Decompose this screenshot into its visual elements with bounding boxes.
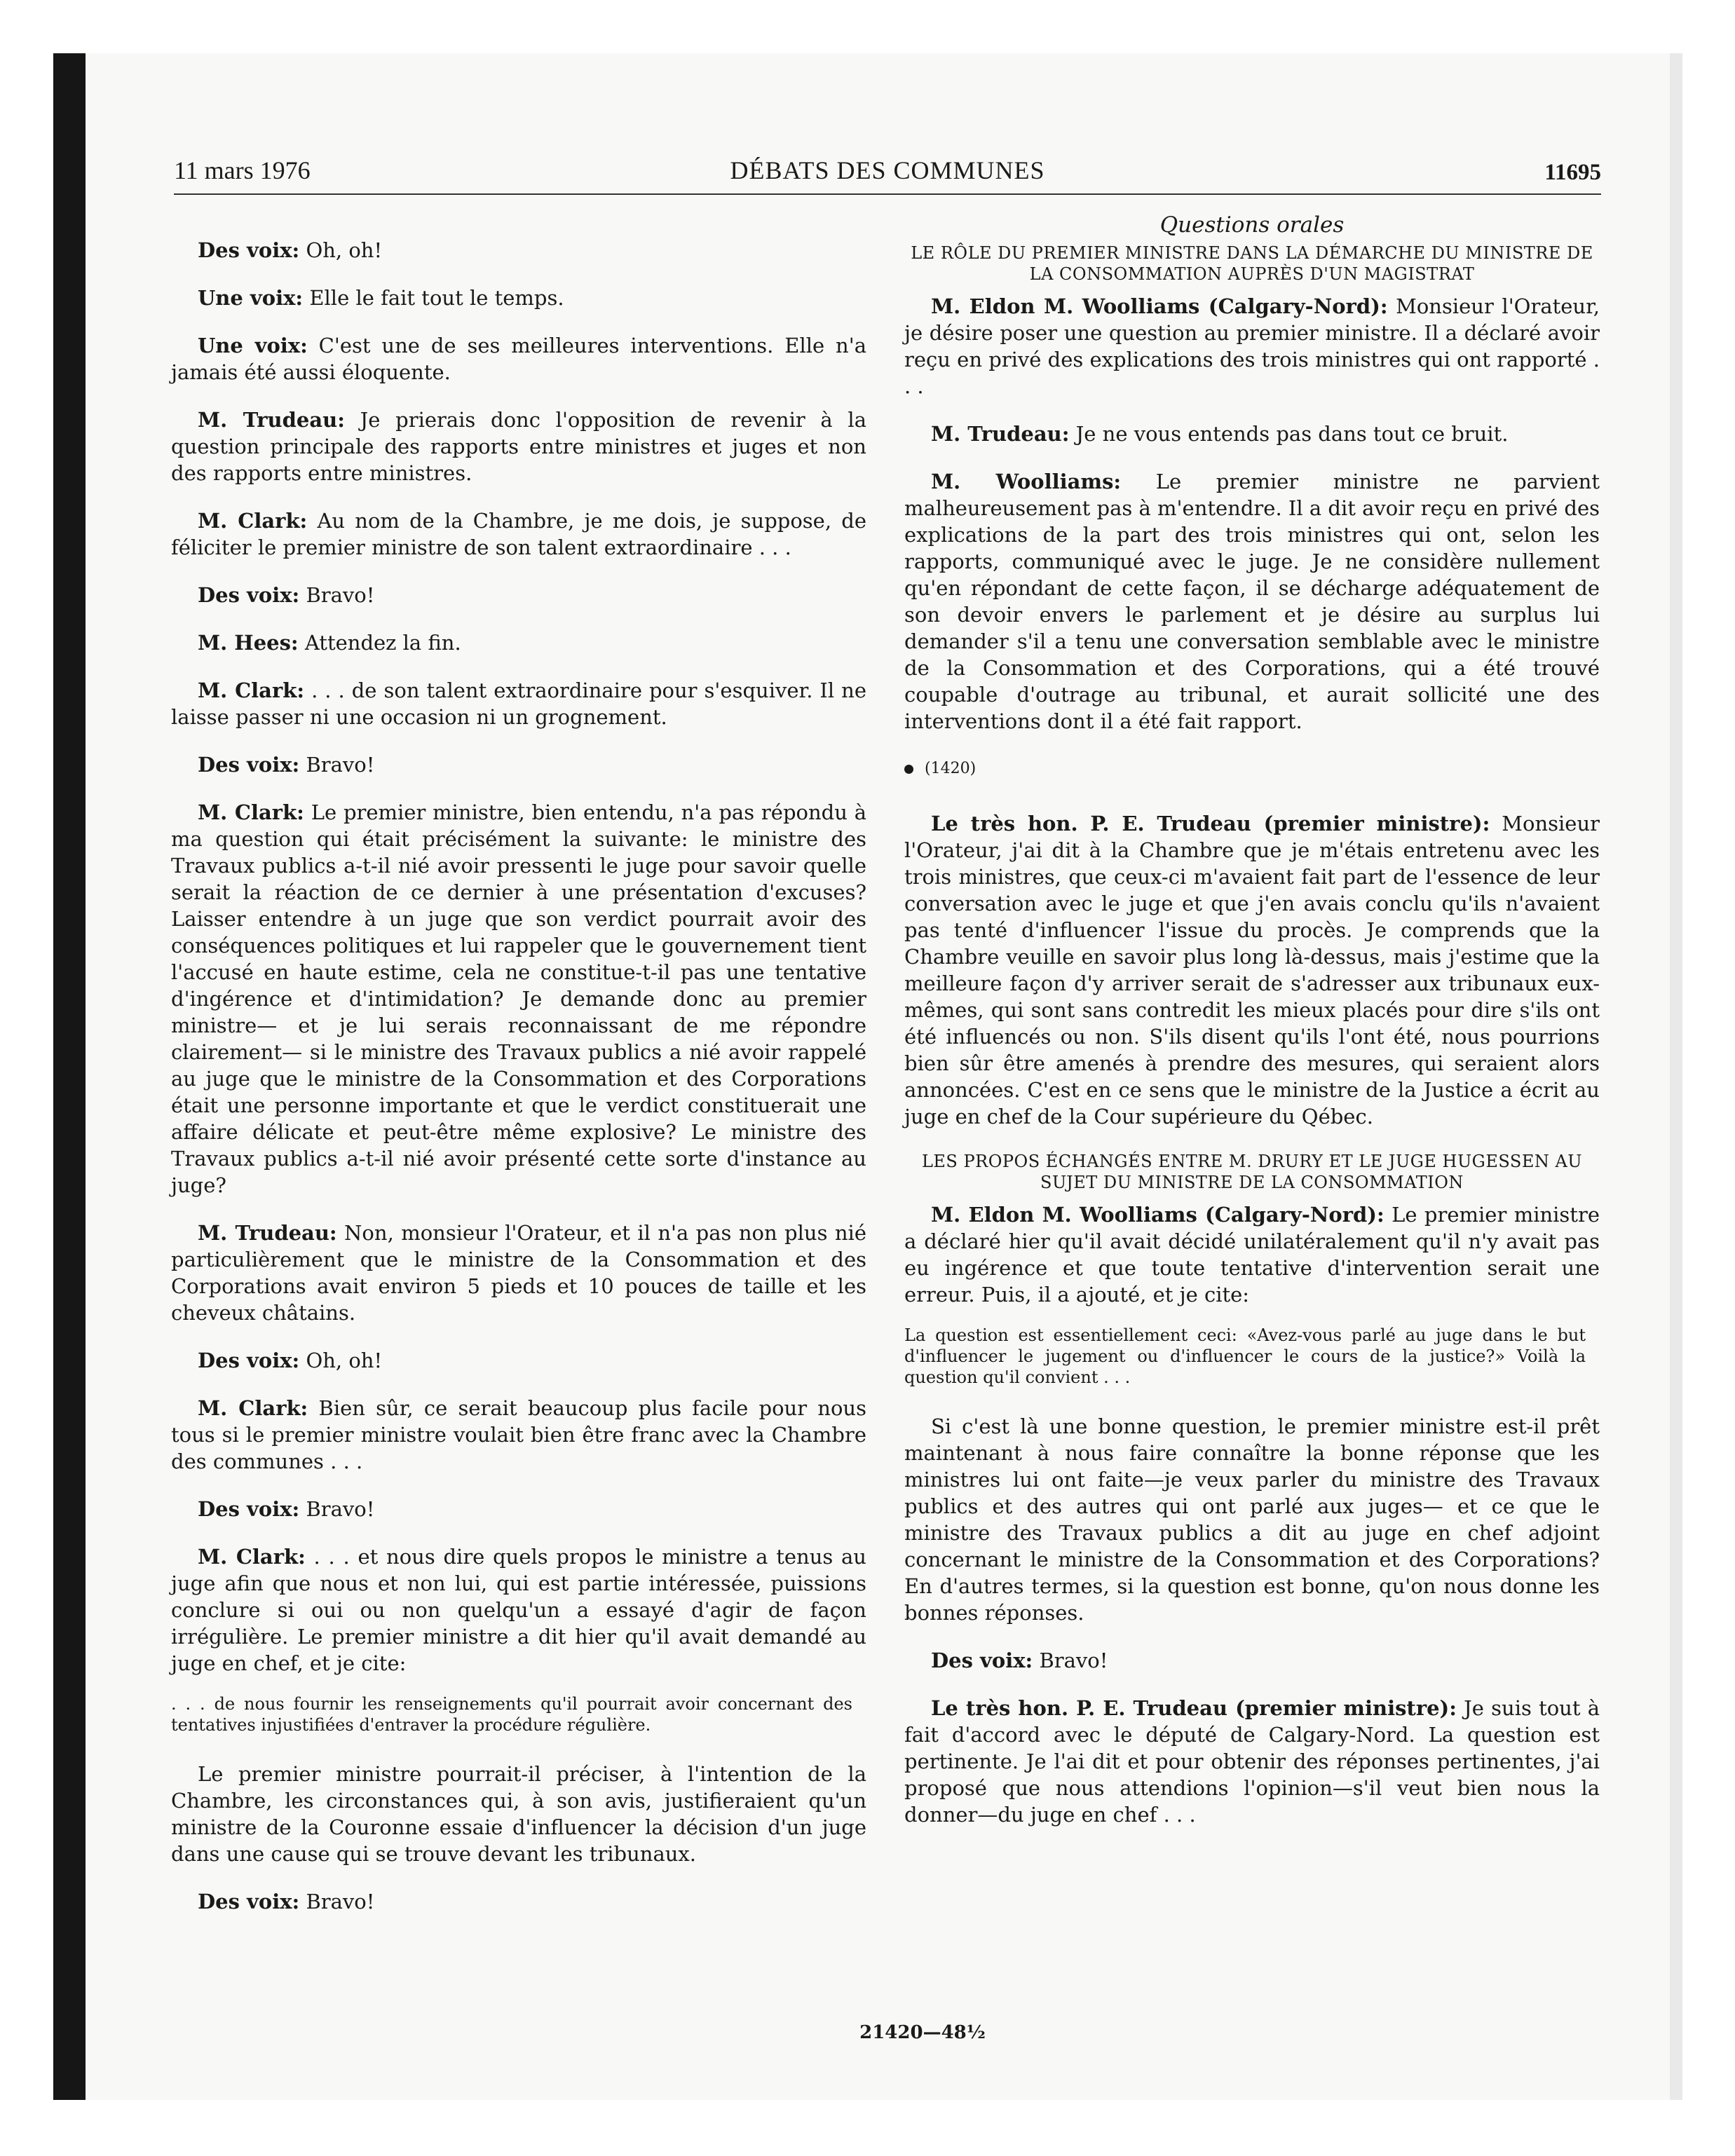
debate-paragraph bbox=[171, 1761, 866, 1867]
header-page-number: 11695 bbox=[1544, 160, 1601, 185]
speaker-name: M. Clark: bbox=[198, 800, 304, 824]
debate-paragraph bbox=[171, 1496, 866, 1522]
scan-right-edge bbox=[1670, 53, 1682, 2100]
bullet-dot-icon bbox=[904, 765, 913, 774]
speaker-name: Le très hon. P. E. Trudeau (premier ministre): bbox=[931, 812, 1490, 835]
speech-text: Si c'est là une bonne question, le premier ministre est-il prêt maintenant à nous faire connaître la bonne réponse que les ministres lui ont faite—je veux parler du ministre des Travaux publics et des autres qui ont parlé aux juges— et ce que le ministre des Travaux publics a dit au juge en chef adjoint concernant le ministre de la Consommation et des Corporations? En d'autres termes, si la question est bonne, qu'on nous donne les bonnes réponses. bbox=[904, 1414, 1600, 1625]
speaker-name: M. Eldon M. Woolliams (Calgary-Nord): bbox=[931, 294, 1388, 318]
debate-paragraph bbox=[171, 582, 866, 608]
header-date: 11 mars 1976 bbox=[174, 156, 311, 184]
speech-text: Non, monsieur l'Orateur, et il n'a pas non plus nié particulièrement que le ministre de la Consommation et des Corporations avait environ 5 pieds et 10 pouces de taille et les cheveux châtains. bbox=[171, 1221, 866, 1325]
speech-text: Bravo! bbox=[299, 583, 375, 607]
block-quote: . . . de nous fournir les renseignements qu'il pourrait avoir concernant des tentatives injustifiées d'entraver la procédure régulière. bbox=[171, 1694, 852, 1735]
speech-text: Monsieur l'Orateur, j'ai dit à la Chambre que je m'étais entretenu avec les trois ministres, que ceux-ci m'avaient fait part de l'essence de leur conversation avec le juge et que j'en avais conclu qu'ils n'avaient pas tenté d'influencer l'issue du procès. Je comprends que la Chambre veuille en savoir plus long là-dessus, mais j'estime que la meilleure façon d'y arriver serait de s'adresser aux tribunaux eux-mêmes, qui sont sans contredit les mieux placés pour dire s'ils ont été influencés ou non. S'ils disent qu'ils l'ont été, nous pourrions bien sûr être amenés à prendre des mesures, qui seraient alors annoncées. C'est en ce sens que le ministre de la Justice a écrit au juge en chef de la Cour supérieure du Qébec. bbox=[904, 812, 1600, 1128]
speaker-name: Des voix: bbox=[198, 583, 300, 607]
debate-paragraph bbox=[171, 237, 866, 264]
speech-text: Bien sûr, ce serait beaucoup plus facile pour nous tous si le premier ministre voulait bien être franc avec la Chambre des communes . . . bbox=[171, 1396, 866, 1473]
speech-text: Au nom de la Chambre, je me dois, je suppose, de féliciter le premier ministre de son talent extraordinaire . . . bbox=[171, 509, 866, 559]
speaker-name: M. Clark: bbox=[198, 1545, 306, 1569]
speech-text: Je ne vous entends pas dans tout ce bruit. bbox=[1069, 422, 1509, 446]
debate-paragraph bbox=[171, 677, 866, 730]
debate-paragraph bbox=[904, 421, 1600, 447]
debate-paragraph bbox=[904, 810, 1600, 1130]
debate-paragraph bbox=[171, 407, 866, 486]
right-column bbox=[904, 212, 1600, 1849]
debate-paragraph bbox=[171, 1220, 866, 1326]
speech-text: Oh, oh! bbox=[299, 1349, 383, 1372]
speech-text: C'est une de ses meilleures interventions. Elle n'a jamais été aussi éloquente. bbox=[171, 334, 866, 384]
speaker-name: M. Clark: bbox=[198, 509, 308, 533]
speaker-name: Des voix: bbox=[198, 1890, 300, 1913]
speaker-name: M. Trudeau: bbox=[198, 408, 345, 432]
speaker-name: Des voix: bbox=[198, 1349, 300, 1372]
speaker-name: M. Trudeau: bbox=[198, 1221, 337, 1245]
header-title: DÉBATS DES COMMUNES bbox=[730, 156, 1045, 184]
speech-text: Le premier ministre a déclaré hier qu'il avait décidé unilatéralement qu'il n'y avait pas eu ingérence et que toute tentative d'intervention serait une erreur. Puis, il a ajouté, et je cite: bbox=[904, 1203, 1600, 1306]
speaker-name: M. Hees: bbox=[198, 631, 299, 655]
speaker-name: Des voix: bbox=[198, 238, 300, 262]
debate-paragraph bbox=[171, 1347, 866, 1374]
left-column bbox=[171, 237, 866, 1936]
page-header bbox=[174, 156, 1601, 195]
speech-text: Je prierais donc l'opposition de revenir à la question principale des rapports entre ministres et juges et non des rapports entre ministres. bbox=[171, 408, 866, 485]
block-quote: La question est essentiellement ceci: «Avez-vous parlé au juge dans le but d'influencer le jugement ou d'influencer le cours de la justice?» Voilà la question qu'il convient . . . bbox=[904, 1325, 1586, 1387]
speaker-name: M. Eldon M. Woolliams (Calgary-Nord): bbox=[931, 1203, 1384, 1227]
speech-text: Monsieur l'Orateur, je désire poser une question au premier ministre. Il a déclaré avoir reçu en privé des explications des trois ministres qui ont rapporté . . . bbox=[904, 294, 1600, 398]
debate-paragraph bbox=[171, 751, 866, 778]
debate-paragraph bbox=[904, 293, 1600, 400]
speaker-name: Des voix: bbox=[198, 753, 300, 777]
debate-paragraph bbox=[171, 507, 866, 561]
speech-text: Bravo! bbox=[1033, 1649, 1108, 1672]
debate-paragraph bbox=[171, 1543, 866, 1677]
time-marker bbox=[904, 756, 1600, 782]
debate-paragraph bbox=[171, 332, 866, 386]
topic-heading: LES PROPOS ÉCHANGÉS ENTRE M. DRURY ET LE JUGE HUGESSEN AU SUJET DU MINISTRE DE LA CONSOMMATION bbox=[921, 1152, 1583, 1192]
speaker-name: M. Trudeau: bbox=[931, 422, 1070, 446]
speaker-name: Une voix: bbox=[198, 286, 304, 310]
speaker-name: Une voix: bbox=[198, 334, 308, 357]
speech-text: Oh, oh! bbox=[299, 238, 383, 262]
speech-text: Le premier ministre pourrait-il préciser, à l'intention de la Chambre, les circonstances qui, à son avis, justifieraient qu'un ministre de la Couronne essaie d'influencer la décision d'un juge dans une cause qui se trouve devant les tribunaux. bbox=[171, 1762, 866, 1866]
debate-paragraph bbox=[171, 629, 866, 656]
debate-paragraph bbox=[904, 1695, 1600, 1828]
speaker-name: M. Woolliams: bbox=[931, 470, 1122, 493]
speaker-name: Des voix: bbox=[198, 1497, 300, 1521]
debate-paragraph bbox=[171, 799, 866, 1199]
speech-text: Bravo! bbox=[299, 1497, 375, 1521]
debate-paragraph bbox=[171, 285, 866, 311]
speaker-name: M. Clark: bbox=[198, 1396, 308, 1420]
speech-text: Je suis tout à fait d'accord avec le député de Calgary-Nord. La question est pertinente. Je l'ai dit et pour obtenir des réponses pertinentes, j'ai proposé que nous attendions l'opinion—s'il veut bien nous la donner—du juge en chef . . . bbox=[904, 1696, 1600, 1827]
debate-paragraph bbox=[904, 1413, 1600, 1626]
speaker-name: Des voix: bbox=[931, 1649, 1033, 1672]
debate-paragraph bbox=[904, 1647, 1600, 1674]
topic-heading: LE RÔLE DU PREMIER MINISTRE DANS LA DÉMARCHE DU MINISTRE DE LA CONSOMMATION AUPRÈS D'UN MAGISTRAT bbox=[911, 243, 1593, 284]
debate-paragraph bbox=[904, 468, 1600, 735]
footer-code: 21420—48½ bbox=[859, 2022, 986, 2043]
speech-text: Attendez la fin. bbox=[298, 631, 461, 655]
section-title: Questions orales bbox=[1159, 212, 1345, 238]
speaker-name: Le très hon. P. E. Trudeau (premier ministre): bbox=[931, 1696, 1457, 1720]
speech-text: Elle le fait tout le temps. bbox=[303, 286, 564, 310]
time-text: (1420) bbox=[925, 760, 977, 777]
speech-text: Le premier ministre, bien entendu, n'a pas répondu à ma question qui était précisément la suivante: le ministre des Travaux publics a-t-il nié avoir pressenti le juge pour savoir quelle serait la réaction de ce dernier à une présentation d'excuses? Laisser entendre à un juge que son verdict pourrait avoir des conséquences politiques et lui rappeler que le gouvernement tient l'accusé en haute estime, cela ne constitue-t-il pas une tentative d'ingérence et d'intimidation? Je demande donc au premier ministre— et je lui serais reconnaissant de me répondre clairement— si le ministre des Travaux publics a nié avoir rappelé au juge que le ministre de la Consommation et des Corporations était une personne importante et que le verdict constituerait une affaire délicate et peut-être même explosive? Le ministre des Travaux publics a-t-il nié avoir présenté cette sorte d'instance au juge? bbox=[171, 800, 866, 1197]
speech-text: . . . de son talent extraordinaire pour s'esquiver. Il ne laisse passer ni une occasion ni un grognement. bbox=[171, 678, 866, 729]
speech-text: Bravo! bbox=[299, 1890, 375, 1913]
speaker-name: M. Clark: bbox=[198, 678, 305, 702]
debate-paragraph bbox=[904, 1201, 1600, 1308]
debate-paragraph bbox=[171, 1888, 866, 1915]
speech-text: . . . et nous dire quels propos le ministre a tenus au juge afin que nous et non lui, qui est partie intéressée, puissions conclure si oui ou non quelqu'un a essayé d'agir de façon irrégulière. Le premier ministre a dit hier qu'il avait demandé au juge en chef, et je cite: bbox=[171, 1545, 866, 1675]
debate-paragraph bbox=[171, 1395, 866, 1475]
speech-text: Bravo! bbox=[299, 753, 375, 777]
scan-margin-bar bbox=[53, 53, 86, 2100]
speech-text: Le premier ministre ne parvient malheureusement pas à m'entendre. Il a dit avoir reçu en privé des explications de la part des trois ministres qui ont, selon les rapports, communiqué avec le juge. Je ne considère nullement qu'en répondant de cette façon, il se décharge adéquatement de son devoir envers le parlement et je désire au surplus lui demander s'il a tenu une conversation semblable avec le ministre de la Consommation et des Corporations, qui a été trouvé coupable d'outrage au tribunal, et aurait sollicité une des interventions dont il a été fait rapport. bbox=[904, 470, 1600, 733]
